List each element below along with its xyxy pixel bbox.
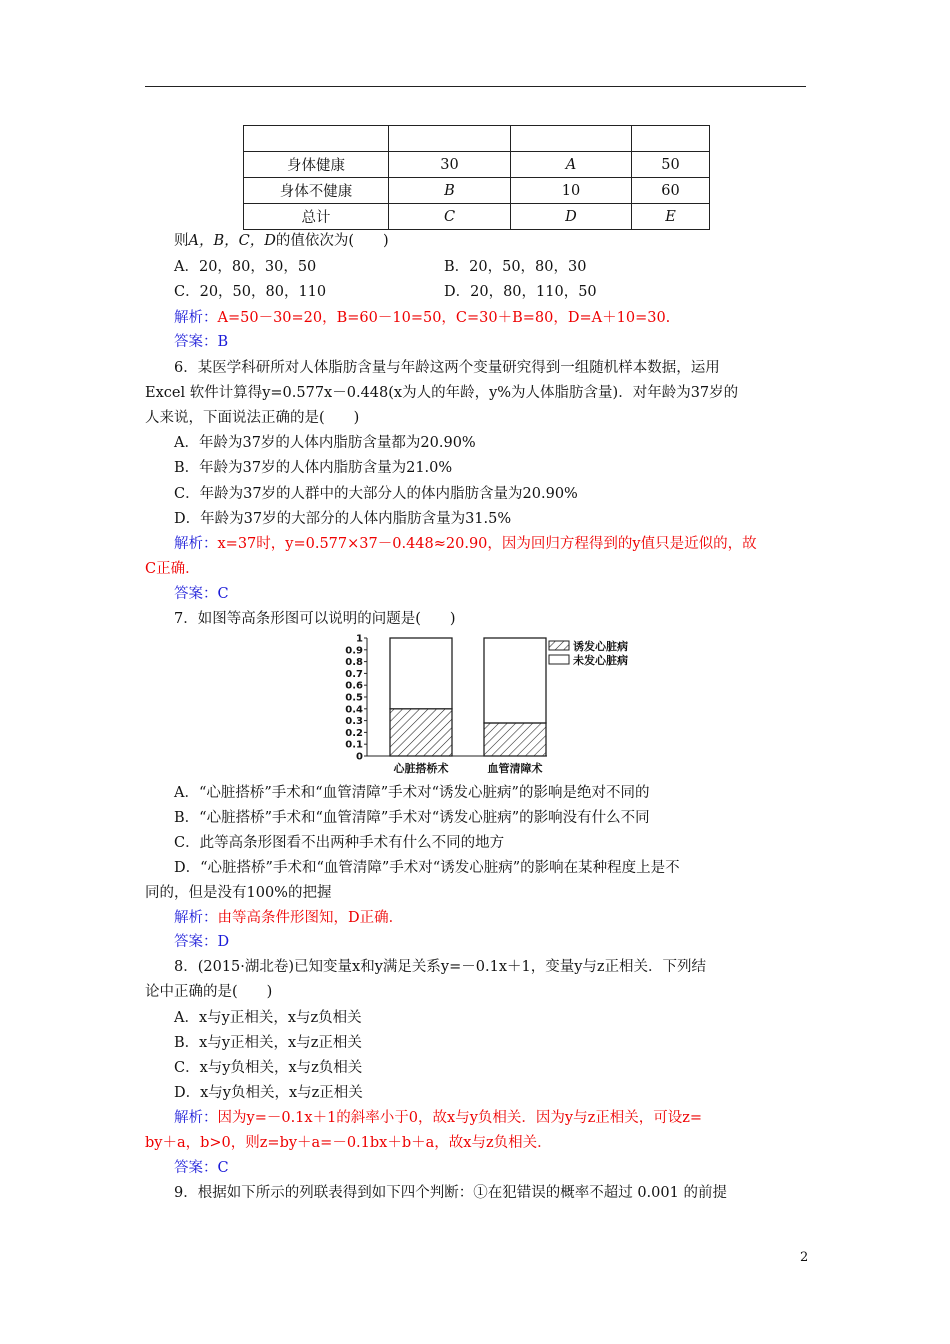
q6-analysis-line2: C正确． [145, 561, 200, 577]
q6-option-b: B．年龄为37岁的人体内脂肪含量为21.0% [174, 460, 453, 476]
q7-option-b: B．“心脏搭桥”手术和“血管清障”手术对“诱发心脏病”的影响没有什么不同 [174, 810, 650, 826]
table-row: 身体不健康 B 10 60 [244, 178, 710, 204]
q6-analysis: 解析：x=37时，y=0.577×37－0.448≈20.90，因为回归方程得到的y值只是近似的，故 [174, 536, 757, 552]
bar-induced [390, 709, 452, 756]
q7-option-d: D．“心脏搭桥”手术和“血管清障”手术对“诱发心脏病”的影响在某种程度上是不 [174, 860, 680, 876]
q8-option-b: B．x与y正相关，x与z正相关 [174, 1035, 362, 1051]
q6-option-c: C．年龄为37岁的人群中的大部分人的体内脂肪含量为20.90% [174, 486, 578, 502]
legend-swatch [549, 655, 569, 664]
q8-analysis: 解析：因为y=－0.1x＋1的斜率小于0，故x与y负相关．因为y与z正相关，可设z= [174, 1110, 703, 1126]
y-tick-label: 0.8 [345, 657, 363, 669]
q5-option-d: D．20，80，110，50 [444, 284, 597, 300]
q5-analysis: 解析：A=50－30=20，B=60－10=50，C=30＋B=80，D=A＋10=30. [174, 310, 671, 326]
bar-not-induced [484, 638, 546, 723]
q5-option-b: B．20，50，80，30 [444, 259, 587, 275]
q5-stem: 则A，B，C，D的值依次为( ) [174, 233, 389, 249]
q7-option-a: A．“心脏搭桥”手术和“血管清障”手术对“诱发心脏病”的影响是绝对不同的 [174, 785, 650, 801]
q8-stem-line1: 8．(2015·湖北卷)已知变量x和y满足关系y=－0.1x＋1，变量y与z正相关．下列结 [174, 959, 707, 975]
q7-option-d-line2: 同的，但是没有100%的把握 [145, 885, 332, 901]
q5-option-c: C．20，50，80，110 [174, 284, 327, 300]
table-row [244, 126, 710, 152]
y-tick-label: 0.7 [345, 668, 363, 680]
bar-not-induced [390, 638, 452, 709]
q8-option-a: A．x与y正相关，x与z负相关 [174, 1010, 362, 1026]
stacked-bar-chart [335, 632, 655, 778]
y-tick-label: 0.4 [345, 704, 363, 716]
y-tick-label: 0.6 [345, 680, 363, 692]
q6-stem-line3: 人来说，下面说法正确的是( ) [145, 410, 360, 426]
q6-option-d: D．年龄为37岁的大部分的人体内脂肪含量为31.5% [174, 511, 512, 527]
y-tick-label: 0.3 [345, 716, 363, 728]
y-tick-label: 0 [356, 751, 363, 763]
table-row: 总计 C D E [244, 204, 710, 230]
q7-option-c: C．此等高条形图看不出两种手术有什么不同的地方 [174, 835, 505, 851]
q6-answer: 答案：C [174, 586, 229, 602]
q9-stem: 9．根据如下所示的列联表得到如下四个判断：①在犯错误的概率不超过 0.001 的前提 [174, 1185, 727, 1201]
x-category-label: 血管清障术 [487, 762, 543, 775]
page-number: 2 [800, 1250, 809, 1265]
q7-stem: 7．如图等高条形图可以说明的问题是( ) [174, 611, 456, 627]
q8-analysis-line2: by＋a，b>0，则z=by＋a=－0.1bx＋b＋a，故x与z负相关． [145, 1135, 552, 1151]
q8-option-d: D．x与y负相关，x与z正相关 [174, 1085, 363, 1101]
q6-option-a: A．年龄为37岁的人体内脂肪含量都为20.90% [174, 435, 476, 451]
q6-stem-line1: 6．某医学科研所对人体脂肪含量与年龄这两个变量研究得到一组随机样本数据，运用 [174, 360, 720, 376]
y-tick-label: 0.5 [345, 692, 363, 704]
header-rule [145, 86, 806, 87]
q8-option-c: C．x与y负相关，x与z负相关 [174, 1060, 363, 1076]
y-tick-label: 0.9 [345, 645, 363, 657]
q7-analysis: 解析：由等高条件形图知，D正确． [174, 910, 404, 926]
q5-option-a: A．20，80，30，50 [174, 259, 317, 275]
legend-swatch [549, 641, 569, 650]
bar-induced [484, 723, 546, 756]
table-row: 身体健康 30 A 50 [244, 152, 710, 178]
y-tick-label: 0.1 [345, 739, 363, 751]
q6-stem-line2: Excel 软件计算得y=0.577x－0.448(x为人的年龄，y%为人体脂肪含量)．对年龄为37岁的 [145, 385, 739, 401]
legend-label: 未发心脏病 [573, 654, 628, 667]
q8-stem-line2: 论中正确的是( ) [145, 984, 273, 1000]
q7-answer: 答案：D [174, 934, 230, 950]
legend-label: 诱发心脏病 [573, 640, 628, 653]
y-tick-label: 1 [356, 633, 363, 645]
q8-answer: 答案：C [174, 1160, 229, 1176]
q5-answer: 答案：B [174, 334, 229, 350]
y-tick-label: 0.2 [345, 727, 363, 739]
x-category-label: 心脏搭桥术 [393, 762, 449, 775]
contingency-table [243, 125, 710, 230]
